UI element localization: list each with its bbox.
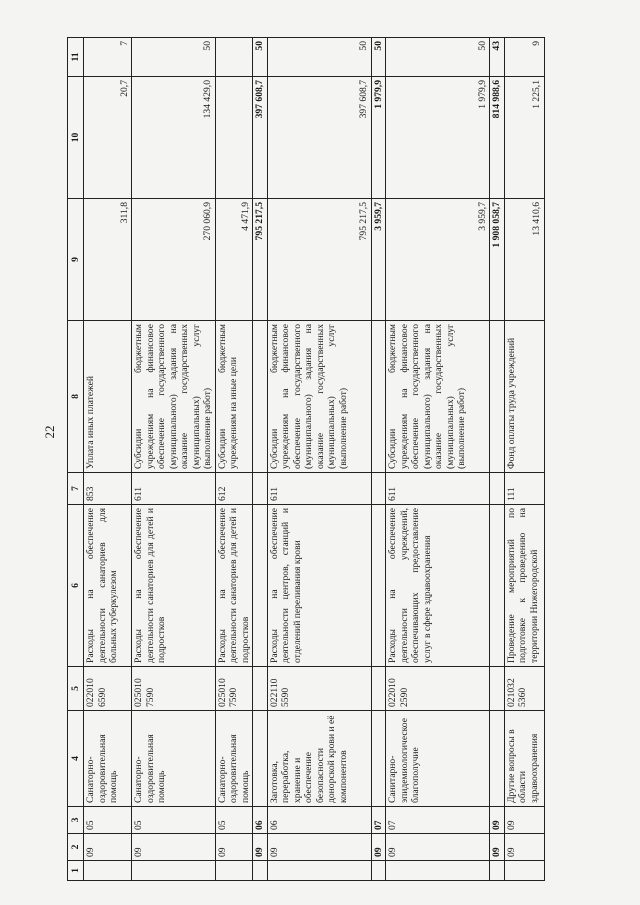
- amount-approved-cell: 311,8: [84, 199, 132, 321]
- table-row: [386, 38, 490, 881]
- column-header: 10: [68, 77, 84, 199]
- percent-cell: 7: [84, 38, 132, 77]
- target-item-cell: [371, 667, 386, 711]
- row-number-cell: [371, 861, 386, 881]
- target-item-cell: [490, 667, 505, 711]
- column-header: 4: [68, 711, 84, 807]
- row-number-cell: [84, 861, 132, 881]
- section-code-cell: 09: [371, 834, 386, 861]
- amount-executed-cell: 1 225,1: [504, 77, 544, 199]
- target-item-cell: 021032 5360: [504, 667, 544, 711]
- amount-executed-cell: 1 979,9: [371, 77, 386, 199]
- subsection-name-cell: [371, 711, 386, 807]
- amount-executed-cell: 814 988,6: [490, 77, 505, 199]
- amount-executed-cell: 397 608,7: [253, 77, 268, 199]
- expense-type-code-cell: 611: [267, 473, 371, 505]
- expense-type-code-cell: [490, 473, 505, 505]
- target-item-cell: 022110 5590: [267, 667, 371, 711]
- amount-approved-cell: 4 471,9: [215, 199, 253, 321]
- table-row: [490, 38, 505, 881]
- expense-description-cell: [253, 505, 268, 667]
- subsection-code-cell: 09: [490, 807, 505, 834]
- row-number-cell: [132, 861, 216, 881]
- table-body: [68, 38, 545, 881]
- expense-description-cell: Расходы на обеспечение деятельности центров, станций и отделений переливания крови: [267, 505, 371, 667]
- expense-type-code-cell: 612: [215, 473, 253, 505]
- amount-approved-cell: 795 217,5: [267, 199, 371, 321]
- expense-type-name-cell: Уплата иных платежей: [84, 321, 132, 473]
- table-row: [84, 38, 132, 881]
- column-header: 8: [68, 321, 84, 473]
- expense-type-code-cell: [253, 473, 268, 505]
- row-number-cell: [386, 861, 490, 881]
- percent-cell: 50: [267, 38, 371, 77]
- column-header: 5: [68, 667, 84, 711]
- subsection-code-cell: 09: [504, 807, 544, 834]
- section-code-cell: 09: [267, 834, 371, 861]
- percent-cell: [215, 38, 253, 77]
- expense-description-cell: Расходы на обеспечение деятельности санаториев для больных туберкулезом: [84, 505, 132, 667]
- subsection-name-cell: [490, 711, 505, 807]
- expense-type-code-cell: 853: [84, 473, 132, 505]
- section-code-cell: 09: [253, 834, 268, 861]
- subsection-code-cell: 06: [267, 807, 371, 834]
- subsection-name-cell: Другие вопросы в области здравоохранения: [504, 711, 544, 807]
- target-item-cell: 025010 7590: [215, 667, 253, 711]
- column-header: 7: [68, 473, 84, 505]
- target-item-cell: 025010 7590: [132, 667, 216, 711]
- row-number-cell: [215, 861, 253, 881]
- section-code-cell: 09: [215, 834, 253, 861]
- expense-description-cell: Расходы на обеспечение деятельности санаториев для детей и подростков: [215, 505, 253, 667]
- target-item-cell: 022010 2590: [386, 667, 490, 711]
- expense-type-code-cell: 111: [504, 473, 544, 505]
- expense-type-name-cell: [490, 321, 505, 473]
- percent-cell: 50: [371, 38, 386, 77]
- subsection-name-cell: Заготовка, переработка, хранение и обеспечение безопасности донорской крови и её компонентов: [267, 711, 371, 807]
- section-code-cell: 09: [132, 834, 216, 861]
- row-number-cell: [267, 861, 371, 881]
- expense-description-cell: Проведение мероприятий по подготовке к проведению на территории Нижегородской: [504, 505, 544, 667]
- target-item-cell: 022010 6590: [84, 667, 132, 711]
- section-code-cell: 09: [490, 834, 505, 861]
- amount-executed-cell: 134 429,0: [132, 77, 216, 199]
- section-code-cell: 09: [504, 834, 544, 861]
- table-row: [132, 38, 216, 881]
- expense-type-code-cell: 611: [386, 473, 490, 505]
- column-header: 9: [68, 199, 84, 321]
- subsection-name-cell: Санаторно-оздоровительная помощь: [84, 711, 132, 807]
- column-header: 3: [68, 807, 84, 834]
- amount-executed-cell: 1 979,9: [386, 77, 490, 199]
- amount-executed-cell: 397 608,7: [267, 77, 371, 199]
- subsection-code-cell: 05: [215, 807, 253, 834]
- percent-cell: 9: [504, 38, 544, 77]
- rotated-page: [67, 38, 610, 881]
- row-number-cell: [490, 861, 505, 881]
- amount-approved-cell: 13 410,6: [504, 199, 544, 321]
- table-row: [504, 38, 544, 881]
- header-row: [68, 38, 84, 881]
- table-row: [253, 38, 268, 881]
- column-header: 2: [68, 834, 84, 861]
- target-item-cell: [253, 667, 268, 711]
- percent-cell: 43: [490, 38, 505, 77]
- subsection-name-cell: Санитарно-эпидемиологическое благополучие: [386, 711, 490, 807]
- expense-type-code-cell: 611: [132, 473, 216, 505]
- expense-description-cell: Расходы на обеспечение деятельности санаториев для детей и подростков: [132, 505, 216, 667]
- row-number-cell: [504, 861, 544, 881]
- expense-type-name-cell: Субсидии бюджетным учреждениям на финансовое обеспечение государственного (муниципального) задания на оказание государственных (муниципальных) услуг (выполнение работ): [267, 321, 371, 473]
- expense-type-name-cell: Субсидии бюджетным учреждениям на финансовое обеспечение государственного (муниципального) задания на оказание государственных (муниципальных) услуг (выполнение работ): [386, 321, 490, 473]
- subsection-name-cell: Санаторно-оздоровительная помощь: [215, 711, 253, 807]
- budget-table: [67, 37, 545, 881]
- percent-cell: 50: [386, 38, 490, 77]
- expense-description-cell: [490, 505, 505, 667]
- expense-type-name-cell: Фонд оплаты труда учреждений: [504, 321, 544, 473]
- amount-approved-cell: 270 060,9: [132, 199, 216, 321]
- subsection-code-cell: 06: [253, 807, 268, 834]
- section-code-cell: 09: [84, 834, 132, 861]
- expense-type-name-cell: [371, 321, 386, 473]
- expense-type-name-cell: Субсидии бюджетным учреждениям на иные цели: [215, 321, 253, 473]
- subsection-code-cell: 07: [386, 807, 490, 834]
- amount-approved-cell: 795 217,5: [253, 199, 268, 321]
- subsection-code-cell: 05: [132, 807, 216, 834]
- table-row: [267, 38, 371, 881]
- percent-cell: 50: [132, 38, 216, 77]
- amount-executed-cell: [215, 77, 253, 199]
- expense-type-name-cell: [253, 321, 268, 473]
- amount-executed-cell: 20,7: [84, 77, 132, 199]
- column-header: 6: [68, 505, 84, 667]
- amount-approved-cell: 3 959,7: [386, 199, 490, 321]
- section-code-cell: 09: [386, 834, 490, 861]
- expense-type-code-cell: [371, 473, 386, 505]
- amount-approved-cell: 3 959,7: [371, 199, 386, 321]
- page-number: 22: [42, 425, 57, 439]
- row-number-cell: [253, 861, 268, 881]
- column-header: 11: [68, 38, 84, 77]
- expense-description-cell: Расходы на обеспечение деятельности учреждений, обеспечивающих предоставление услуг в сфере здравоохранения: [386, 505, 490, 667]
- expense-type-name-cell: Субсидии бюджетным учреждениям на финансовое обеспечение государственного (муниципального) задания на оказание государственных (муниципальных) услуг (выполнение работ): [132, 321, 216, 473]
- subsection-name-cell: [253, 711, 268, 807]
- table-row: [371, 38, 386, 881]
- expense-description-cell: [371, 505, 386, 667]
- table-row: [215, 38, 253, 881]
- subsection-name-cell: Санаторно-оздоровительная помощь: [132, 711, 216, 807]
- column-header: 1: [68, 861, 84, 881]
- subsection-code-cell: 07: [371, 807, 386, 834]
- subsection-code-cell: 05: [84, 807, 132, 834]
- amount-approved-cell: 1 908 058,7: [490, 199, 505, 321]
- percent-cell: 50: [253, 38, 268, 77]
